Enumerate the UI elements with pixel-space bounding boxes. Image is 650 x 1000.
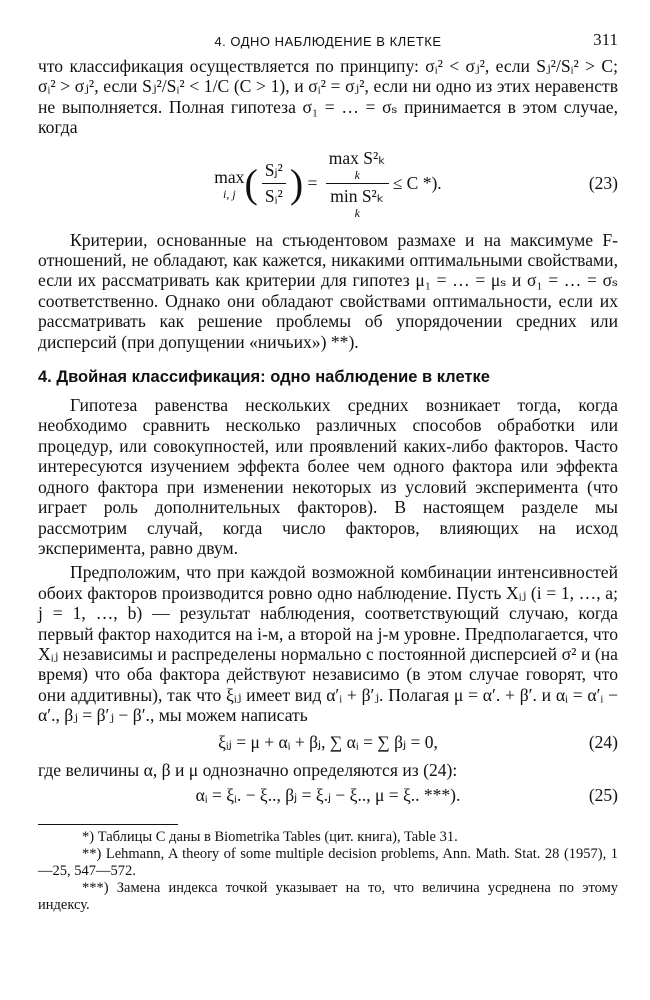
equation-23 [38,138,618,230]
eq23-right-den: min S²ₖ [330,186,385,207]
eq23-close-paren: ) [289,160,304,206]
section-title: 4. Двойная классификация: одно наблюдение в клетке [38,368,490,387]
eq23-number: (23) [588,173,618,194]
eq23-right-num-sub: k [354,168,360,183]
eq23-max-sub: i, j [223,187,236,202]
footnotes [38,829,618,914]
eq23-right-fraction [326,148,389,219]
footnote-1: *) Таблицы C даны в Biometrika Tables (цит. книга), Table 31. [82,828,458,845]
eq24-number: (24) [588,732,618,753]
eq25-body: αᵢ = ξᵢ. − ξ.., βⱼ = ξ.ⱼ − ξ.., μ = ξ.. ***). [195,785,461,806]
equation-25 [38,780,618,812]
eq23-right-num-wrap [326,148,389,184]
footnote-divider [38,824,178,825]
eq23-right-num: max S²ₖ [328,148,386,169]
page-header [38,28,618,56]
eq23-right-den-sub: k [354,206,360,221]
footnote-3: ***) Замена индекса точкой указывает на то, что величина усреднена по этому индексу. [38,879,618,913]
eq23-right-den-lim [330,186,384,219]
page-number: 311 [593,30,618,49]
eq23-max-label: max [214,167,245,188]
paragraph-4: Предположим, что при каждой возможной комбинации интенсивностей обоих факторов производится ровно одно наблюдение. Пусть Xᵢⱼ (i = 1, …, a; j = 1, …, b) — результат наблюдения, соответствующий случаю, когда первый фактор находится на i-м, а второй на j-м уровне. Предполагается, что Xᵢⱼ независимы и распределены нормально с постоянной дисперсией σ² и (на время) что оба фактора действуют независимо (в этом случае говорят, что они аддитивны), так что ξᵢⱼ имеет вид α′ᵢ + β′ⱼ. Полагая μ = α′. + β′. и αᵢ = α′ᵢ − α′., βⱼ = β′ⱼ − β′., мы можем написать [38,562,618,726]
eq23-tail: ≤ C *). [392,173,442,194]
eq23-right-num-lim [329,148,386,181]
paragraph-3: Гипотеза равенства нескольких средних возникает тогда, когда необходимо сравнить несколько различных способов обработки или процедур, или совокупностей, или проявлений каких-либо факторов. Часто интересуются изучением эффекта более чем одного фактора или эффекта одного фактора при изменении некоторых из условий эксперимента (что играет роль дополнительных факторов). В настоящем разделе мы рассмотрим случай, когда число факторов, влияющих на исход эксперимента, равно двум. [38,395,618,558]
eq23-open-paren: ( [244,160,258,206]
paragraph-2: Критерии, основанные на стьюдентовом размахе и на максимуме F-отношений, не обладают, как кажется, никакими оптимальными свойствами, если их рассматривать как критерии для гипотез μ₁ = … = μₛ и σ₁ = … = σₛ соответственно. Однако они обладают свойствами оптимальности, если их рассматривать как решение проблемы об упорядочении средних или дисперсий (при допущении «ничьих») **). [38,229,618,352]
eq25-number: (25) [588,785,618,806]
eq23-right-den-wrap [330,184,384,219]
equation-24 [38,726,618,760]
paragraph-1: что классификация осуществляется по принципу: σᵢ² < σⱼ², если Sⱼ²/Sᵢ² > C; σᵢ² > σⱼ², если Sⱼ²/Sᵢ² < 1/C (C > 1), и σᵢ² = σⱼ², если ни одно из этих неравенств не выполняется. Полная гипотеза σ₁ = … = σₛ принимается в этом случае, когда [38,56,618,138]
eq23-left-den: Sᵢ² [264,186,283,207]
paragraph-5: где величины α, β и μ однозначно определяются из (24): [38,759,458,780]
book-page [38,28,618,914]
eq24-body: ξᵢⱼ = μ + αᵢ + βⱼ, ∑ αᵢ = ∑ βⱼ = 0, [218,732,438,753]
eq23-max [214,167,244,200]
eq23-equals: = [303,173,322,194]
running-title: 4. ОДНО НАБЛЮДЕНИЕ В КЛЕТКЕ [214,34,442,49]
footnote-2: **) Lehmann, A theory of some multiple decision problems, Ann. Math. Stat. 28 (1957), 1—25, 547—572. [38,845,618,879]
eq23-left-num: Sⱼ² [262,160,286,184]
eq23-left-fraction [262,160,286,207]
